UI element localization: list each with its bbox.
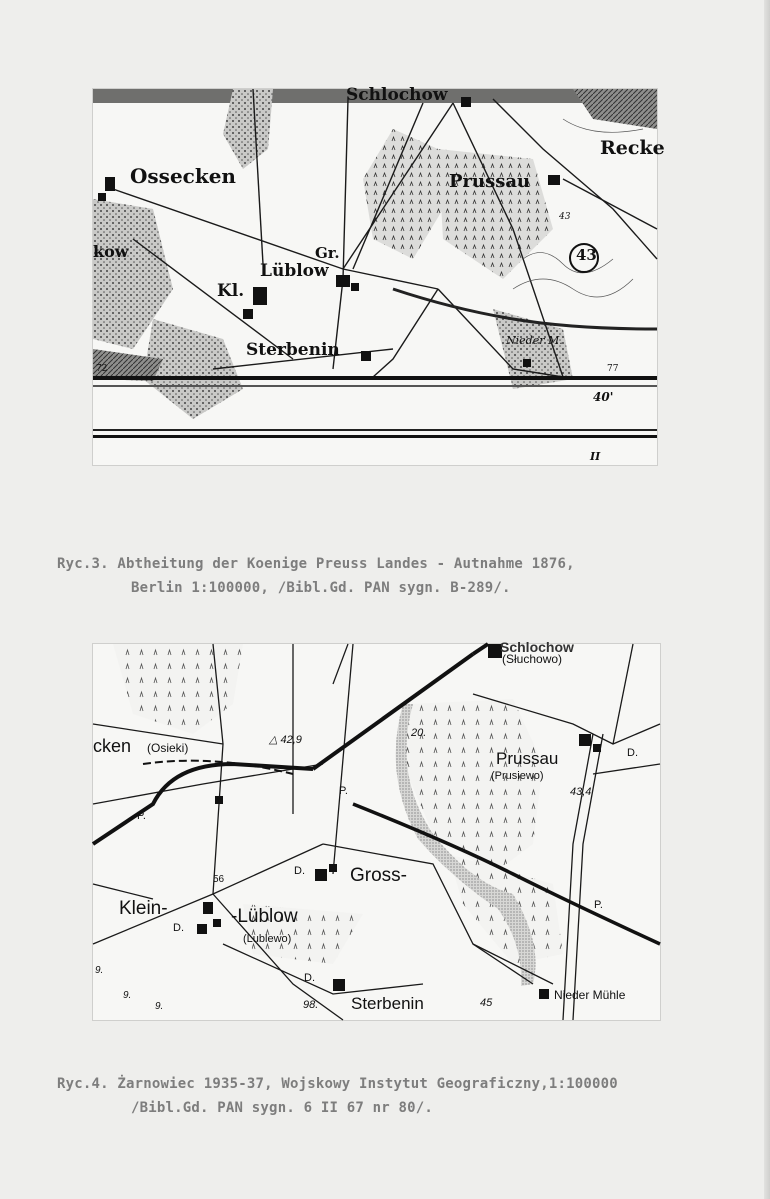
figure-3-caption — [57, 552, 575, 600]
label-gr: Gr. — [315, 244, 340, 262]
map-frame-line — [93, 376, 657, 380]
label-lublewo: (Lublewo) — [243, 933, 292, 945]
label-schlochow: Schlochow — [346, 85, 448, 105]
label-schlochow-cut: Schlochow — [500, 639, 574, 655]
woodland-area — [223, 89, 273, 169]
label-prussau: Prussau — [496, 749, 559, 768]
label-sluchowo: (Słuchowo) — [502, 652, 563, 666]
label-latitude-40: 40' — [593, 390, 614, 404]
label-20: 20. — [411, 727, 427, 739]
label-osieki: (Osieki) — [147, 741, 189, 755]
military-map-1935 — [92, 639, 661, 1021]
label-nieder-m: Nieder M. — [506, 334, 563, 347]
label-d-1: D. — [294, 865, 305, 877]
map-frame-line — [93, 429, 657, 431]
map-1935-drawing — [93, 644, 660, 1020]
label-edge-9: 9. — [155, 1001, 164, 1012]
label-elevation-43-4: 43,4 — [570, 786, 592, 798]
forest-area — [438, 149, 553, 279]
forest-area — [363, 129, 443, 259]
label-sterbenin: Sterbenin — [246, 340, 340, 360]
railway-line — [473, 644, 488, 654]
map-frame-line — [93, 385, 657, 387]
label-d-prussau: D. — [627, 747, 638, 759]
terrain-hatching — [573, 89, 657, 129]
label-edge-72: 72 — [96, 364, 108, 374]
label-parking-1: P. — [339, 785, 348, 797]
label-elevation-43: 43 — [559, 212, 571, 222]
label-parking-2: P. — [137, 810, 146, 822]
label-edge-77: 77 — [607, 364, 619, 374]
caption-line: Ryc.4. Żarnowiec 1935-37, Wojskowy Instytut Geograficzny,1:100000 — [57, 1076, 618, 1092]
label-45: 45 — [480, 997, 493, 1009]
label-ossecken-cut: cken — [93, 736, 132, 756]
forest-area — [113, 644, 243, 734]
label-sterbenin: Sterbenin — [351, 994, 424, 1013]
label-prusiewo: (Prusiewo) — [491, 770, 544, 782]
label-kl: Kl. — [217, 281, 245, 301]
label-lublow: -Lüblow — [231, 906, 298, 927]
map-frame-line — [93, 435, 657, 438]
label-lublow: Lüblow — [260, 261, 329, 281]
label-d-2: D. — [173, 922, 184, 934]
caption-line: Berlin 1:100000, /Bibl.Gd. PAN sygn. B-289/. — [131, 580, 511, 596]
label-klein: Klein- — [119, 898, 168, 919]
label-parking-3: P. — [594, 899, 603, 911]
label-56: 56 — [213, 874, 225, 885]
label-prussau: Prussau — [449, 171, 531, 192]
label-reckel: Recke — [600, 137, 665, 159]
caption-line: /Bibl.Gd. PAN sygn. 6 II 67 nr 80/. — [131, 1100, 434, 1116]
railway-line — [93, 764, 313, 844]
label-ossecken: Ossecken — [130, 164, 236, 188]
label-elevation-42-9: △ 42,9 — [269, 734, 302, 746]
label-d-3: D. — [304, 972, 315, 984]
label-circled-43: 43 — [576, 246, 597, 264]
label-bottom-ii: II — [590, 450, 601, 463]
label-edge-9: 9. — [123, 990, 132, 1001]
page-edge-shadow — [764, 0, 770, 1199]
label-nieder-muhle: Nieder Mühle — [554, 988, 626, 1002]
label-edge-9: 9. — [95, 965, 104, 976]
forest-area — [403, 699, 543, 874]
label-kow: kow — [93, 242, 129, 261]
historic-map-1876 — [92, 85, 665, 466]
caption-line: Ryc.3. Abtheitung der Koenige Preuss Landes - Autnahme 1876, — [57, 556, 575, 572]
label-gross: Gross- — [350, 865, 407, 886]
label-98: 98. — [303, 999, 319, 1011]
figure-4-caption — [57, 1072, 618, 1120]
map-1876-drawing — [93, 85, 657, 465]
